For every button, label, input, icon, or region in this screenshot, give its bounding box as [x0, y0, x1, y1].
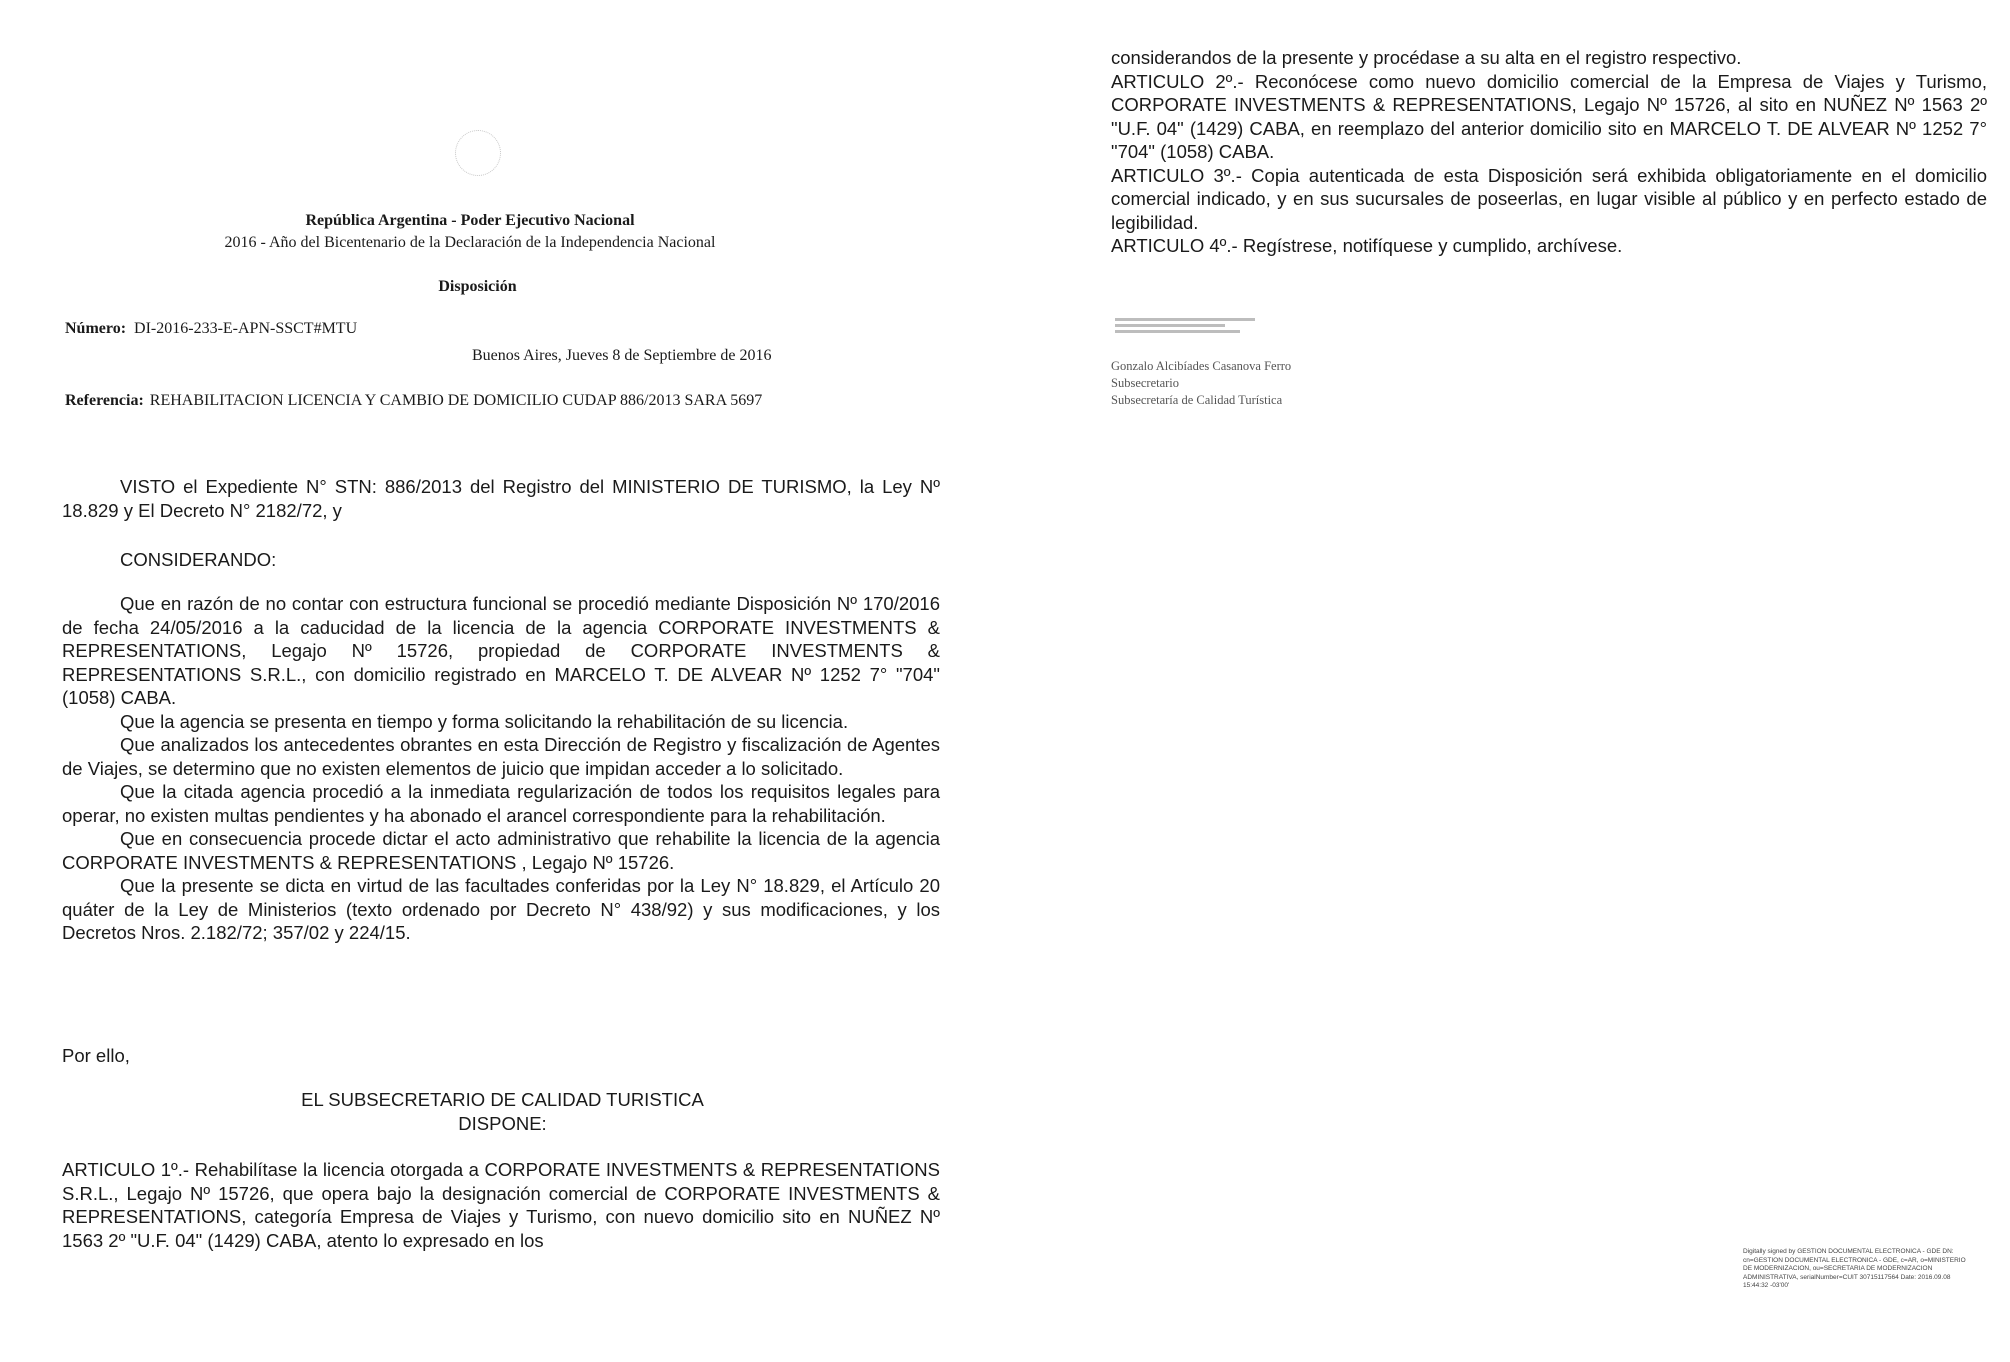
- articulo-1-text: ARTICULO 1º.- Rehabilítase la licencia otorgada a CORPORATE INVESTMENTS & REPRESENTATIONS S.R.L., Legajo Nº 15726, que opera bajo la designación comercial de CORPORATE INVESTMENTS & REPRESENTATIONS, categoría Empresa de Viajes y Turismo, con nuevo domicilio sito en NUÑEZ Nº 1563 2º "U.F. 04" (1429) CABA, atento lo expresado en los: [62, 1159, 940, 1251]
- seal-icon: [455, 130, 501, 176]
- signature-stamp: [1115, 318, 1265, 336]
- articulo-4: ARTICULO 4º.- Regístrese, notifíquese y cumplido, archívese.: [1111, 235, 1623, 256]
- considerando-paragraph: Que la presente se dicta en virtud de las facultades conferidas por la Ley N° 18.829, el Artículo 20 quáter de la Ley de Ministerios (texto ordenado por Decreto N° 438/92) y sus modificaciones, y los Decretos Nros. 2.182/72; 357/02 y 224/15.: [62, 875, 940, 943]
- header-title: República Argentina - Poder Ejecutivo Nacional: [305, 212, 635, 229]
- considerando-text: CONSIDERANDO:: [120, 549, 277, 570]
- authority-title: EL SUBSECRETARIO DE CALIDAD TURISTICA: [301, 1089, 704, 1110]
- visto-paragraph: [62, 475, 940, 522]
- document-number: [65, 320, 357, 338]
- reference-label: Referencia:: [65, 392, 144, 409]
- por-ello-text: Por ello,: [62, 1045, 130, 1066]
- considerando-heading: [62, 548, 940, 572]
- articulo-3: ARTICULO 3º.- Copia autenticada de esta Disposición será exhibida obligatoriamente en el domicilio comercial indicado, y en sus sucursales de poseerlas, en lugar visible al público y en perfecto estado de legibilidad.: [1111, 164, 1987, 233]
- document-date: Buenos Aires, Jueves 8 de Septiembre de 2016: [472, 347, 772, 364]
- considerando-paragraphs: [62, 592, 940, 945]
- document-number-value: DI-2016-233-E-APN-SSCT#MTU: [134, 320, 358, 337]
- right-page: [1005, 0, 2010, 1362]
- authority-block: [0, 1088, 1005, 1135]
- header-subtitle: 2016 - Año del Bicentenario de la Declaración de la Independencia Nacional: [224, 234, 716, 251]
- document-type: Disposición: [438, 278, 517, 295]
- signer-block: [1111, 358, 1291, 409]
- articulo-1-continuation: considerandos de la presente y procédase a su alta en el registro respectivo.: [1111, 47, 1742, 68]
- signer-role: Subsecretario: [1111, 376, 1180, 390]
- document-number-label: Número:: [65, 320, 127, 337]
- reference-value: REHABILITACION LICENCIA Y CAMBIO DE DOMICILIO CUDAP 886/2013 SARA 5697: [149, 392, 763, 409]
- document-reference: [65, 391, 865, 411]
- considerando-paragraph: Que en razón de no contar con estructura funcional se procedió mediante Disposición Nº 170/2016 de fecha 24/05/2016 a la caducidad de la licencia de la agencia CORPORATE INVESTMENTS & REPRESENTATIONS, Legajo Nº 15726, propiedad de CORPORATE INVESTMENTS & REPRESENTATIONS S.R.L., con domicilio registrado en MARCELO T. DE ALVEAR Nº 1252 7° "704" (1058) CABA.: [62, 593, 940, 708]
- authority-dispone: DISPONE:: [458, 1112, 547, 1134]
- articulo-2: ARTICULO 2º.- Reconócese como nuevo domicilio comercial de la Empresa de Viajes y Turismo, CORPORATE INVESTMENTS & REPRESENTATIONS, Legajo Nº 15726, al sito en NUÑEZ Nº 1563 2º "U.F. 04" (1429) CABA, en reemplazo del anterior domicilio sito en MARCELO T. DE ALVEAR Nº 1252 7° "704" (1058) CABA.: [1111, 70, 1987, 162]
- signer-name: Gonzalo Alcibíades Casanova Ferro: [1111, 359, 1292, 373]
- digital-signature: Digitally signed by GESTION DOCUMENTAL ELECTRONICA - GDE DN: cn=GESTION DOCUMENTAL ELECTRONICA - GDE, c=AR, o=MINISTERIO DE MODERNIZACION, ou=SECRETARIA DE MODERNIZACION ADMINISTRATIVA, serialNumber=CUIT 30715117564 Date: 2016.09.08 15:44:32 -03'00': [1743, 1248, 1966, 1289]
- considerando-paragraph: Que analizados los antecedentes obrantes en esta Dirección de Registro y fiscalización de Agentes de Viajes, se determino que no existen elementos de juicio que impidan acceder a lo solicitado.: [62, 734, 940, 779]
- considerando-paragraph: Que la agencia se presenta en tiempo y forma solicitando la rehabilitación de su licencia.: [120, 710, 849, 732]
- considerando-paragraph: Que en consecuencia procede dictar el acto administrativo que rehabilite la licencia de la agencia CORPORATE INVESTMENTS & REPRESENTATIONS , Legajo Nº 15726.: [62, 828, 940, 873]
- por-ello: [62, 1044, 940, 1068]
- articulo-1: [62, 1158, 940, 1252]
- visto-text: VISTO el Expediente N° STN: 886/2013 del Registro del MINISTERIO DE TURISMO, la Ley Nº 18.829 y El Decreto N° 2182/72, y: [62, 476, 940, 521]
- signer-office: Subsecretaría de Calidad Turística: [1111, 393, 1283, 407]
- considerando-paragraph: Que la citada agencia procedió a la inmediata regularización de todos los requisitos legales para operar, no existen multas pendientes y ha abonado el arancel correspondiente para la rehabilitación.: [62, 781, 940, 826]
- articles-continued: [1111, 46, 1987, 258]
